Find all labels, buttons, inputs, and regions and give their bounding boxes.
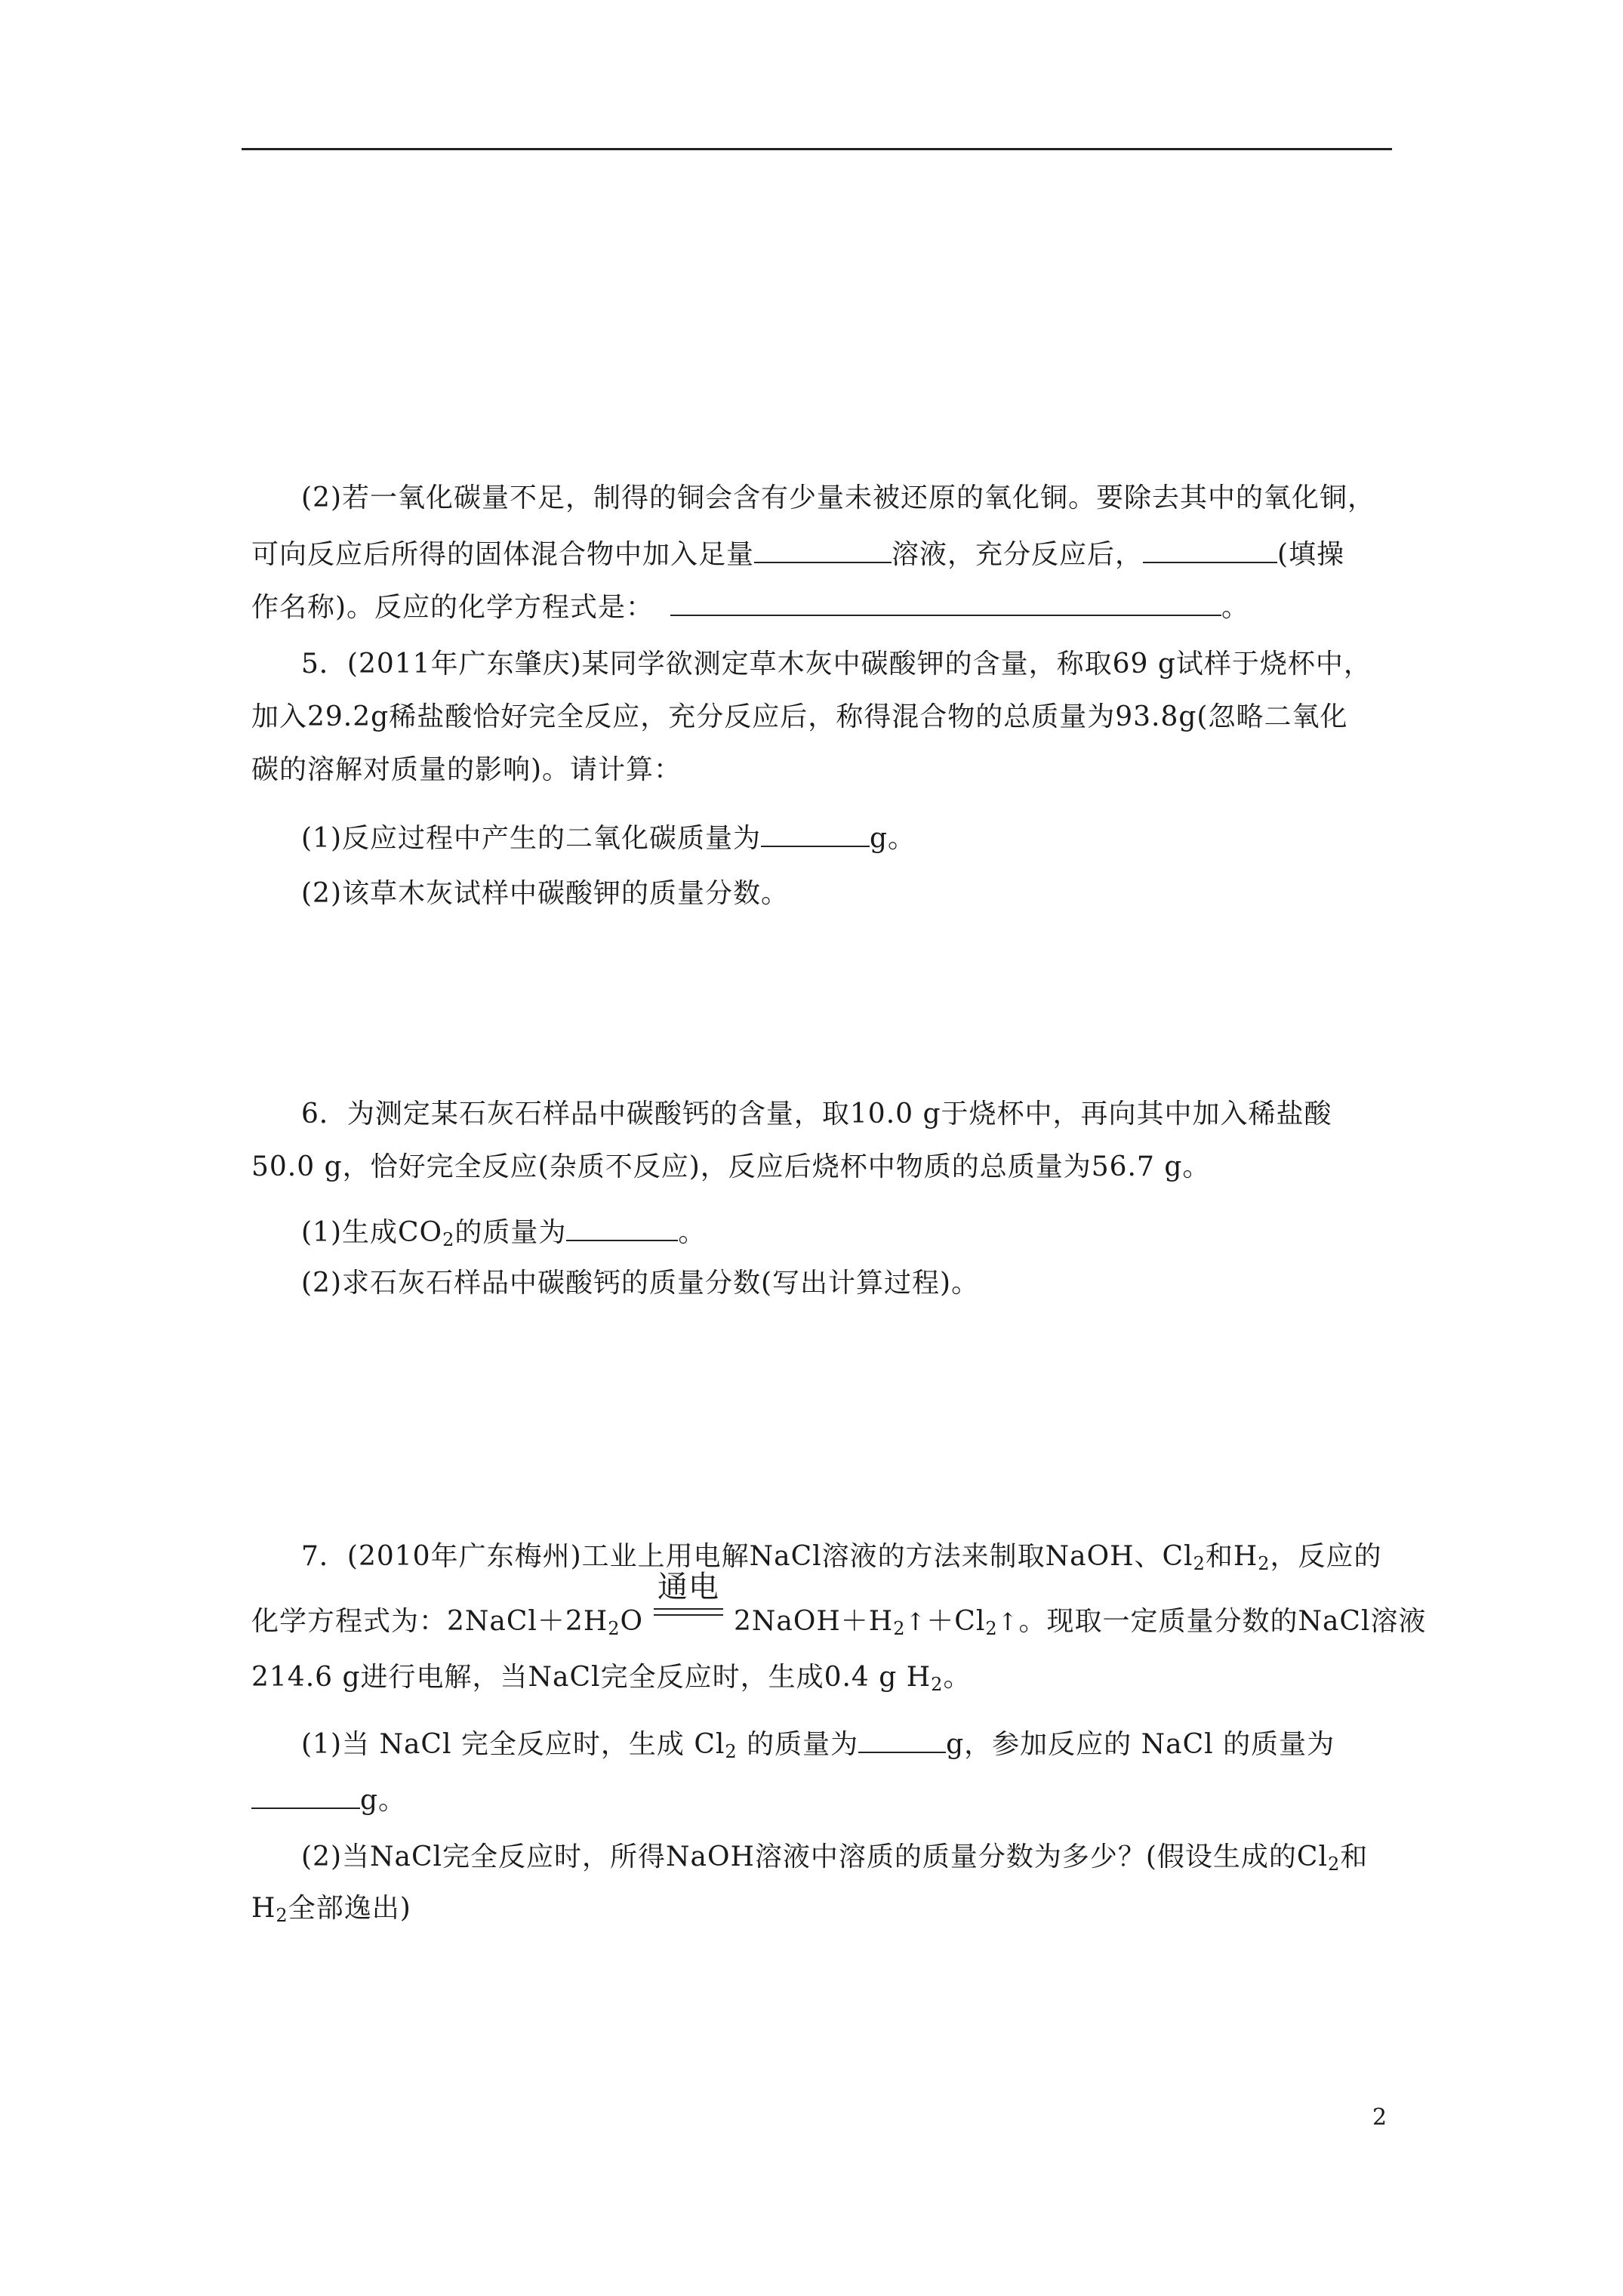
q7-part1-text-c: g，参加反应的 NaCl 的质量为 bbox=[946, 1729, 1335, 1760]
q5-text3: 碳的溶解对质量的影响)。请计算： bbox=[251, 754, 682, 785]
q5-part1-text-b: g。 bbox=[870, 823, 916, 854]
q5-part1-text-a: (1)反应过程中产生的二氧化碳质量为 bbox=[301, 823, 761, 854]
q7-line1 bbox=[301, 1539, 1382, 1575]
reaction-condition bbox=[654, 1570, 723, 1640]
q7-blank-nacl-mass[interactable] bbox=[251, 1779, 360, 1809]
q5-part1 bbox=[301, 817, 916, 857]
q5-line2 bbox=[251, 699, 1347, 735]
q6-part1-sub: 2 bbox=[442, 1229, 455, 1250]
q6-line2 bbox=[251, 1149, 1210, 1185]
q7-line3 bbox=[251, 1660, 971, 1696]
q7-text2c: 2NaOH＋H bbox=[734, 1606, 894, 1637]
q5-part2-text: (2)该草木灰试样中碳酸钾的质量分数。 bbox=[301, 878, 789, 909]
q4-part2-text3b: 。 bbox=[1221, 592, 1250, 623]
q5-blank-co2-mass[interactable] bbox=[761, 817, 870, 847]
q6-part1-text-c: 。 bbox=[678, 1217, 707, 1248]
q5-part2 bbox=[301, 876, 789, 912]
q7-part2-line1 bbox=[301, 1839, 1368, 1875]
q7-part2-text-c: H bbox=[251, 1893, 276, 1924]
q4-part2-text3a: 作名称)。反应的化学方程式是： bbox=[251, 592, 654, 623]
q6-blank-co2-mass[interactable] bbox=[566, 1211, 678, 1241]
q7-text2b: O bbox=[620, 1606, 644, 1637]
q5-line3 bbox=[251, 752, 682, 788]
q4-part2-line2 bbox=[251, 533, 1344, 573]
q5-text2: 加入29.2g稀盐酸恰好完全反应，充分反应后，称得混合物的总质量为93.8g(忽略二氧化 bbox=[251, 701, 1348, 732]
q7-part2-sub: 2 bbox=[1328, 1854, 1341, 1875]
q7-text2e: 。现取一定质量分数的NaCl溶液 bbox=[1018, 1606, 1427, 1637]
equals-bar-top bbox=[654, 1608, 723, 1610]
gas-arrow-icon: ↑ bbox=[905, 1607, 927, 1636]
q6-text1: 6．为测定某石灰石样品中碳酸钙的含量，取10.0 g于烧杯中，再向其中加入稀盐酸 bbox=[301, 1099, 1332, 1130]
q7-eq-sub1: 2 bbox=[608, 1618, 621, 1639]
q7-part2-sub2: 2 bbox=[276, 1905, 288, 1926]
q5-text1: 5．(2011年广东肇庆)某同学欲测定草木灰中碳酸钾的含量，称取69 g试样于烧杯中， bbox=[301, 649, 1372, 680]
q6-part1-text-a: (1)生成CO bbox=[301, 1217, 443, 1248]
q6-part2-text: (2)求石灰石样品中碳酸钙的质量分数(写出计算过程)。 bbox=[301, 1268, 980, 1299]
q4-blank-operation[interactable] bbox=[1143, 533, 1277, 563]
header-rule bbox=[242, 148, 1392, 150]
q7-text1a: 7．(2010年广东梅州)工业上用电解NaCl溶液的方法来制取NaOH、Cl bbox=[301, 1541, 1193, 1572]
q7-text1b: 和H bbox=[1205, 1541, 1258, 1572]
q7-eq-sub2: 2 bbox=[893, 1618, 906, 1639]
q7-part1-text-b: 的质量为 bbox=[737, 1729, 859, 1760]
q4-blank-equation[interactable] bbox=[670, 586, 1221, 616]
gas-arrow-icon: ↑ bbox=[997, 1607, 1019, 1636]
q6-part1-text-b: 的质量为 bbox=[454, 1217, 567, 1248]
reaction-condition-text: 通电 bbox=[658, 1570, 720, 1604]
q7-text2d: ＋Cl bbox=[926, 1606, 986, 1637]
q7-sub1: 2 bbox=[1193, 1553, 1206, 1574]
q7-part1-text-a: (1)当 NaCl 完全反应时，生成 Cl bbox=[301, 1729, 725, 1760]
q6-part2 bbox=[301, 1265, 979, 1302]
q7-eq-sub3: 2 bbox=[985, 1618, 998, 1639]
q7-text1c: ，反应的 bbox=[1270, 1541, 1382, 1572]
q5-line1 bbox=[301, 646, 1372, 683]
q7-blank-cl2-mass[interactable] bbox=[858, 1723, 946, 1753]
q7-part1-line2 bbox=[251, 1779, 406, 1819]
q7-text3a: 214.6 g进行电解，当NaCl完全反应时，生成0.4 g H bbox=[251, 1662, 932, 1693]
q7-text3b: 。 bbox=[943, 1662, 972, 1693]
equals-bar-bottom bbox=[654, 1614, 723, 1616]
q6-part1 bbox=[301, 1211, 706, 1251]
q7-part1-line1 bbox=[301, 1723, 1335, 1763]
q4-part2-text2a: 可向反应后所得的固体混合物中加入足量 bbox=[251, 539, 755, 570]
q7-text2a: 化学方程式为：2NaCl＋2H bbox=[251, 1606, 608, 1637]
q7-part1-sub: 2 bbox=[725, 1741, 738, 1762]
q4-part2-text2c: (填操 bbox=[1277, 539, 1345, 570]
q7-sub3: 2 bbox=[931, 1674, 944, 1695]
q4-part2-text1: (2)若一氧化碳量不足，制得的铜会含有少量未被还原的氧化铜。要除去其中的氧化铜， bbox=[301, 482, 1375, 513]
q4-part2-text2b: 溶液，充分反应后， bbox=[892, 539, 1144, 570]
q7-part2-text-d: 全部逸出) bbox=[288, 1893, 411, 1924]
q7-part2-text-b: 和 bbox=[1340, 1841, 1369, 1872]
q7-line2-equation bbox=[251, 1570, 1427, 1640]
q6-text2: 50.0 g，恰好完全反应(杂质不反应)，反应后烧杯中物质的总质量为56.7 g。 bbox=[251, 1151, 1211, 1182]
q7-sub2: 2 bbox=[1258, 1553, 1270, 1574]
page-number: 2 bbox=[1372, 2104, 1387, 2131]
q4-part2-line1 bbox=[301, 480, 1375, 516]
q7-part2-text-a: (2)当NaCl完全反应时，所得NaOH溶液中溶质的质量分数为多少？(假设生成的Cl bbox=[301, 1841, 1328, 1872]
q7-part2-line2 bbox=[251, 1891, 411, 1927]
q4-part2-line3 bbox=[251, 586, 1249, 626]
q4-blank-solution[interactable] bbox=[754, 533, 892, 563]
q7-part1-text-d: g。 bbox=[360, 1785, 407, 1816]
q6-line1 bbox=[301, 1096, 1332, 1133]
